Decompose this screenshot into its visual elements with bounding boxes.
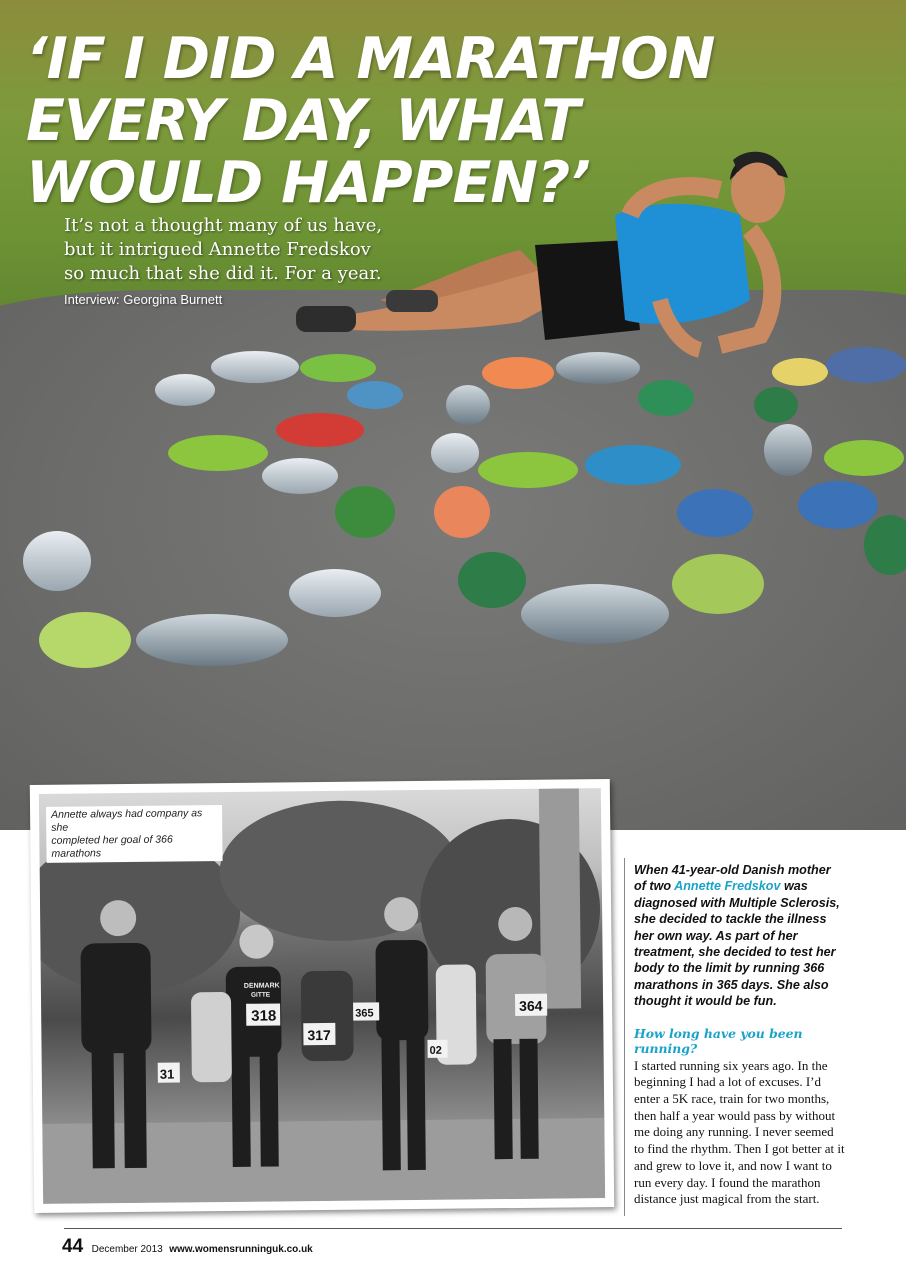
article-column — [634, 862, 846, 1208]
bib-317: 317 — [307, 1026, 331, 1044]
answer-text: I started running six years ago. In the beginning I had a lot of excuses. I’d enter a 5K race, train for two months, then half a year would pass by without me doing any running. I never seemed to find the rhythm. Then I got better at it and grew to love it, and now I want to run every day. I found the marathon distance just magical from the start. — [634, 1057, 845, 1207]
page-footer — [62, 1236, 313, 1258]
standfirst — [64, 214, 464, 286]
website-url: www.womensrunninguk.co.uk — [169, 1244, 313, 1255]
caption-line-2: completed her goal of 366 marathons — [51, 833, 173, 860]
column-divider — [624, 858, 625, 1216]
bib-365: 365 — [355, 1007, 374, 1020]
article-intro — [634, 862, 846, 1010]
inset-photo-frame — [30, 779, 614, 1213]
question-heading: How long have you been running? — [634, 1025, 803, 1056]
shoe-digit-six — [431, 357, 764, 644]
headline — [26, 28, 726, 214]
caption-line-1: Annette always had company as she — [51, 807, 203, 834]
footer-rule — [64, 1228, 842, 1229]
vest-text-denmark: DENMARK — [243, 982, 280, 990]
standfirst-line-2: but it intrigued Annette Fredskov — [64, 239, 371, 260]
vest-text-gitte: GITTE — [250, 991, 271, 999]
standfirst-line-3: so much that she did it. For a year. — [64, 263, 382, 284]
intro-subject-name: Annette Fredskov — [674, 879, 781, 894]
bib-364: 364 — [519, 997, 543, 1014]
shoe-digit-three — [23, 351, 403, 668]
headline-line-3: WOULD HAPPEN?’ — [26, 150, 590, 216]
intro-text-after: was diagnosed with Multiple Sclerosis, she decided to tackle the illness her own way. As part of her treatment, she decided to test her body to the limit by running 366 marathons in 365 days. She also thought it would be fun. — [634, 879, 840, 1009]
bib-02: 02 — [429, 1044, 442, 1057]
standfirst-line-1: It’s not a thought many of us have, — [64, 215, 383, 236]
headline-line-1: ‘IF I DID A MARATHON — [26, 26, 715, 92]
page-number: 44 — [62, 1236, 84, 1257]
issue-date: December 2013 — [91, 1244, 163, 1255]
bib-31: 31 — [159, 1066, 175, 1082]
photo-caption — [46, 805, 223, 863]
bib-318: 318 — [251, 1007, 277, 1025]
interview-credit: Interview: Georgina Burnett — [64, 292, 223, 307]
intro-text-before: When 41-year-old Danish mother of two — [634, 863, 831, 894]
headline-line-2: EVERY DAY, WHAT — [26, 88, 580, 154]
